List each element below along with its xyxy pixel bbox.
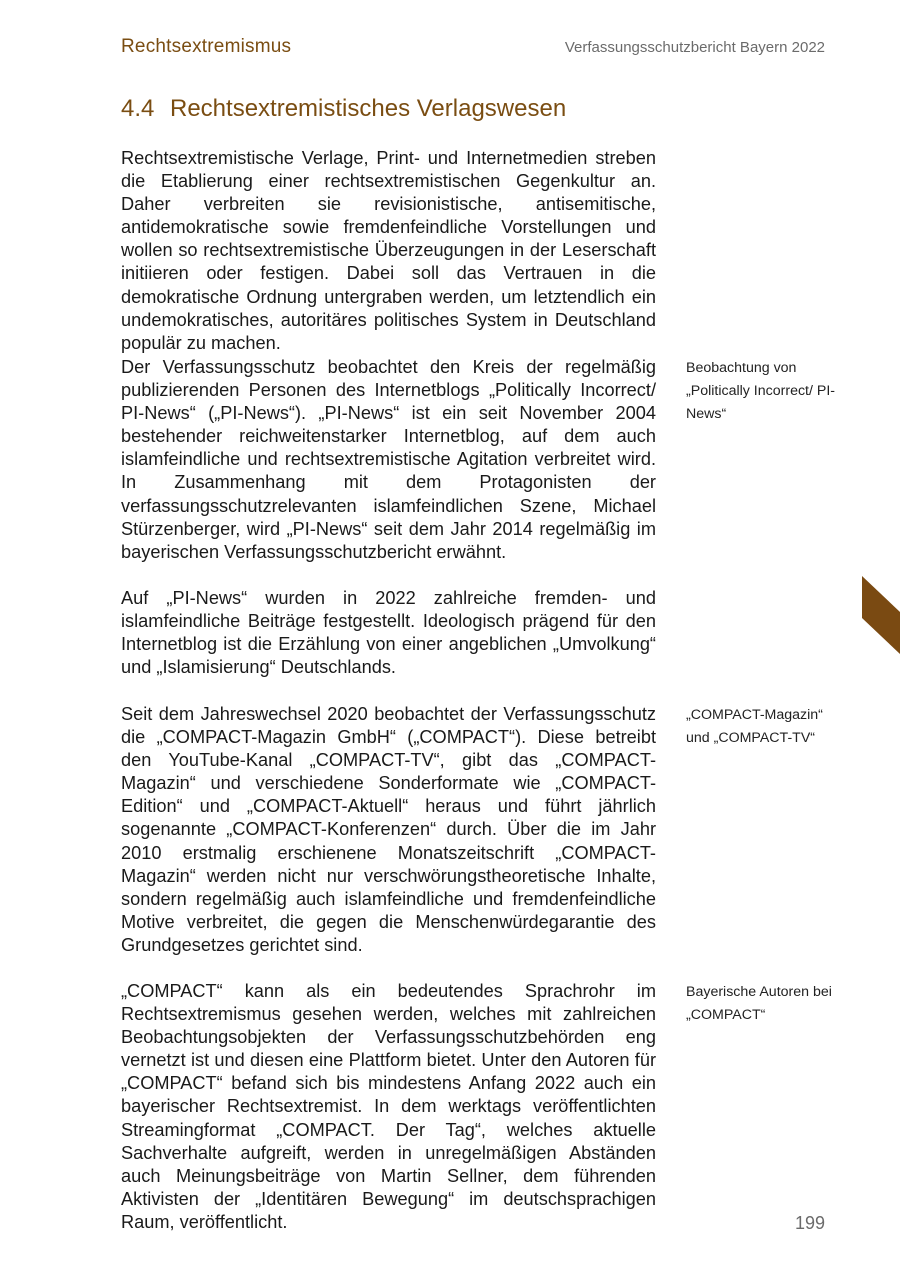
section-title: [121, 95, 566, 123]
running-header-chapter: Rechtsextremismus: [121, 36, 292, 57]
section-title-text: Rechtsextremistisches Verlagswesen: [170, 95, 567, 122]
paragraph-compact-observation: Seit dem Jahreswechsel 2020 beobachtet der Verfassungsschutz die „COMPACT-Magazin GmbH“ („COMPACT“). Diese betreibt den YouTube-Kanal „COMPACT-TV“, gibt das „COMPACT-Magazin“ und verschiedene Sonderformate wie „COMPACT-Edition“ und „COMPACT-Aktuell“ heraus und führt jährlich sogenannte „COMPACT-Konferenzen“ durch. Über die im Jahr 2010 erstmalig erschienene Monatszeitschrift „COMPACT-Magazin“ werden nicht nur verschwörungstheoretische Inhalte, sondern regelmäßig auch islamfeindliche und fremdenfeindliche Motive verbreitet, die gegen die Menschenwürdegarantie des Grundgesetzes gerichtet sind.: [121, 704, 656, 955]
paragraph-intro: Rechtsextremistische Verlage, Print- und Internetmedien streben die Etablierung einer rechtsextremistischen Gegenkultur an. Daher verbreiten sie revisionistische, antisemitische, antidemokratische sowie fremdenfeindliche Vorstellungen und wollen so rechtsextremistische Überzeugungen in der Leserschaft initiieren oder festigen. Dabei soll das Vertrauen in die demokratische Ordnung untergraben werden, um letztendlich ein undemokratisches, autoritäres politisches System in Deutschland populär zu machen.: [121, 148, 656, 353]
section-number: 4.4: [121, 95, 155, 122]
chapter-thumb-tab-shape: [862, 576, 900, 654]
margin-note-authors: Bayerische Autoren bei „COMPACT“: [686, 984, 832, 1023]
margin-note-compact: „COMPACT-Magazin“ und „COMPACT-TV“: [686, 707, 823, 746]
margin-note-pi-news: Beobachtung von „Politically Incorrect/ PI-News“: [686, 360, 836, 422]
paragraph-compact-network: „COMPACT“ kann als ein bedeutendes Sprachrohr im Rechtsextremismus gesehen werden, welches mit zahlreichen Beobachtungsobjekten der Verfassungsschutzbehörden eng vernetzt ist und diesen eine Plattform bietet. Unter den Autoren für „COMPACT“ befand sich bis mindestens Anfang 2022 auch ein bayerischer Rechtsextremist. In dem werktags veröffentlichten Streamingformat „COMPACT. Der Tag“, welches aktuelle Sachverhalte aufgreift, werden in unregelmäßigen Abständen auch Meinungsbeiträge von Martin Sellner, dem führenden Aktivisten der „Identitären Bewegung“ im deutschsprachigen Raum, veröffentlicht.: [121, 981, 656, 1232]
paragraph-pi-news-observation: Der Verfassungsschutz beobachtet den Kreis der regelmäßig publizierenden Personen des Internetblogs „Politically Incorrect/ PI-News“ („PI-News“). „PI-News“ ist ein seit November 2004 bestehender reichweitenstarker Internetblog, auf dem auch islamfeindliche und rechtsextremistische Agitation verbreitet wird. In Zusammenhang mit dem Protagonisten der verfassungsschutzrelevanten islamfeindlichen Szene, Michael Stürzenberger, wird „PI-News“ seit dem Jahr 2014 regelmäßig im bayerischen Verfassungsschutzbericht erwähnt.: [121, 357, 656, 562]
page-number: 199: [794, 1213, 825, 1233]
chapter-thumb-tab: [862, 576, 900, 654]
running-header-publication: Verfassungsschutzbericht Bayern 2022: [564, 39, 825, 56]
paragraph-pi-news-content: Auf „PI-News“ wurden in 2022 zahlreiche fremden- und islamfeindliche Beiträge festgestellt. Ideologisch prägend für den Internetblog ist die Erzählung von einer angeblichen „Umvolkung“ und „Islamisierung“ Deutschlands.: [121, 588, 656, 678]
